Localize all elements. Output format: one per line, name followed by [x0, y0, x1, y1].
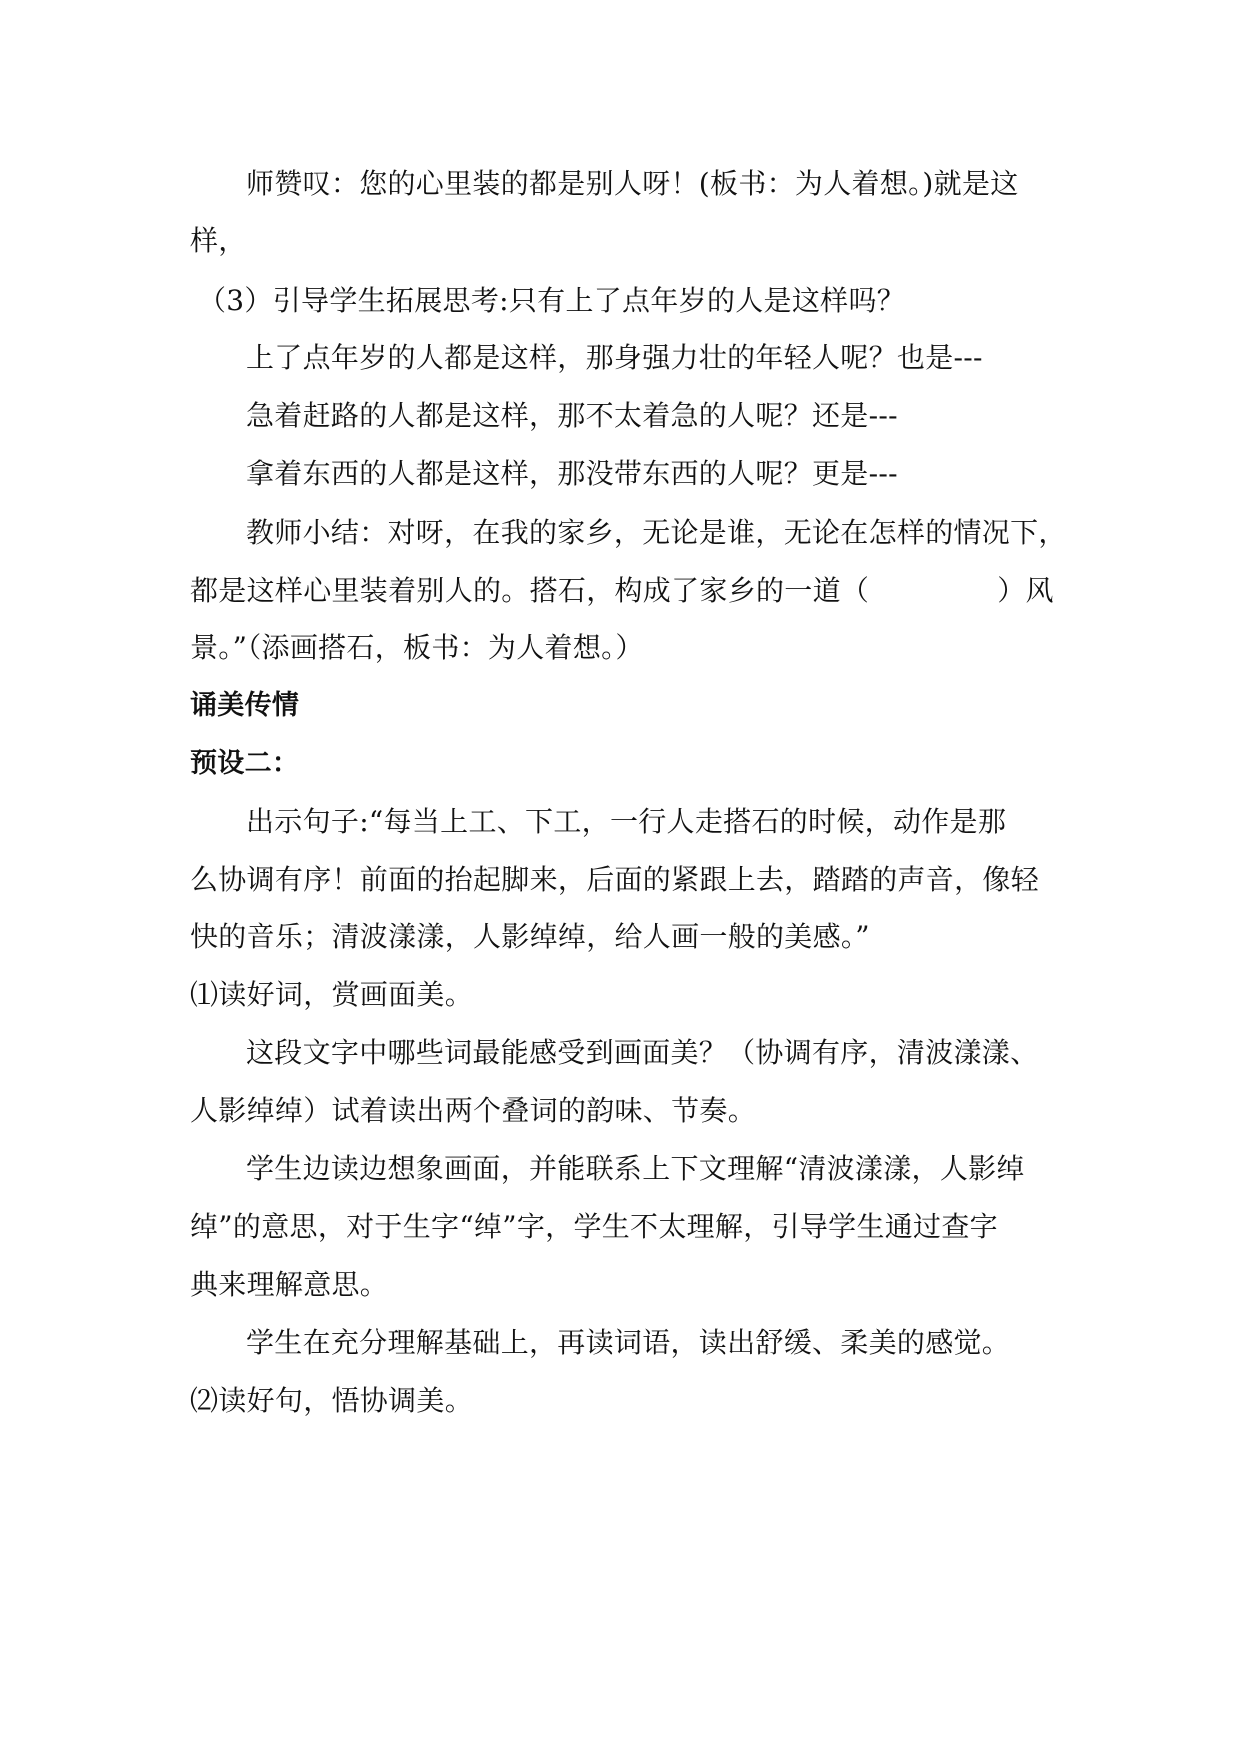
- paragraph-line: 样，: [190, 224, 247, 257]
- paragraph-line: 么协调有序！前面的抬起脚来，后面的紧跟上去，踏踏的声音，像轻: [190, 863, 1040, 896]
- paragraph-line: 拿着东西的人都是这样，那没带东西的人呢？更是---: [246, 457, 898, 490]
- paragraph-line: 人影绰绰）试着读出两个叠词的韵味、节奏。: [190, 1094, 757, 1127]
- preset-heading: 预设二：: [190, 748, 300, 779]
- fill-blank-prefix: 都是这样心里装着别人的。搭石，构成了家乡的一道（: [190, 574, 870, 607]
- list-item-3: （3）引导学生拓展思考:只有上了点年岁的人是这样吗？: [198, 284, 906, 317]
- paragraph-line: 学生边读边想象画面，并能联系上下文理解“清波漾漾，人影绰: [246, 1152, 1025, 1185]
- paragraph-line: 上了点年岁的人都是这样，那身强力壮的年轻人呢？也是---: [246, 341, 983, 374]
- list-item-1: ⑴读好词，赏画面美。: [190, 978, 474, 1011]
- list-item-2: ⑵读好句，悟协调美。: [190, 1384, 474, 1417]
- paragraph-line: 典来理解意思。: [190, 1268, 389, 1301]
- paragraph-line-with-blank: [190, 571, 1054, 611]
- paragraph-line: 师赞叹：您的心里装的都是别人呀！(板书：为人着想。)就是这: [246, 167, 1019, 200]
- section-heading: 诵美传情: [190, 690, 300, 721]
- paragraph-line: 这段文字中哪些词最能感受到画面美？（协调有序，清波漾漾、: [246, 1036, 1039, 1069]
- paragraph-line: 景。”（添画搭石，板书：为人着想。）: [190, 631, 644, 664]
- paragraph-line: 快的音乐；清波漾漾，人影绰绰，给人画一般的美感。”: [190, 920, 870, 953]
- paragraph-line: 出示句子:“每当上工、下工，一行人走搭石的时候，动作是那: [246, 805, 1007, 838]
- paragraph-line: 学生在充分理解基础上，再读词语，读出舒缓、柔美的感觉。: [246, 1326, 1011, 1359]
- paragraph-line: 教师小结：对呀，在我的家乡，无论是谁，无论在怎样的情况下，: [246, 516, 1067, 549]
- fill-blank-suffix: ）风: [997, 574, 1054, 607]
- paragraph-line: 绰”的意思，对于生字“绰”字，学生不太理解，引导学生通过查字: [190, 1210, 998, 1243]
- paragraph-line: 急着赶路的人都是这样，那不太着急的人呢？还是---: [246, 399, 898, 432]
